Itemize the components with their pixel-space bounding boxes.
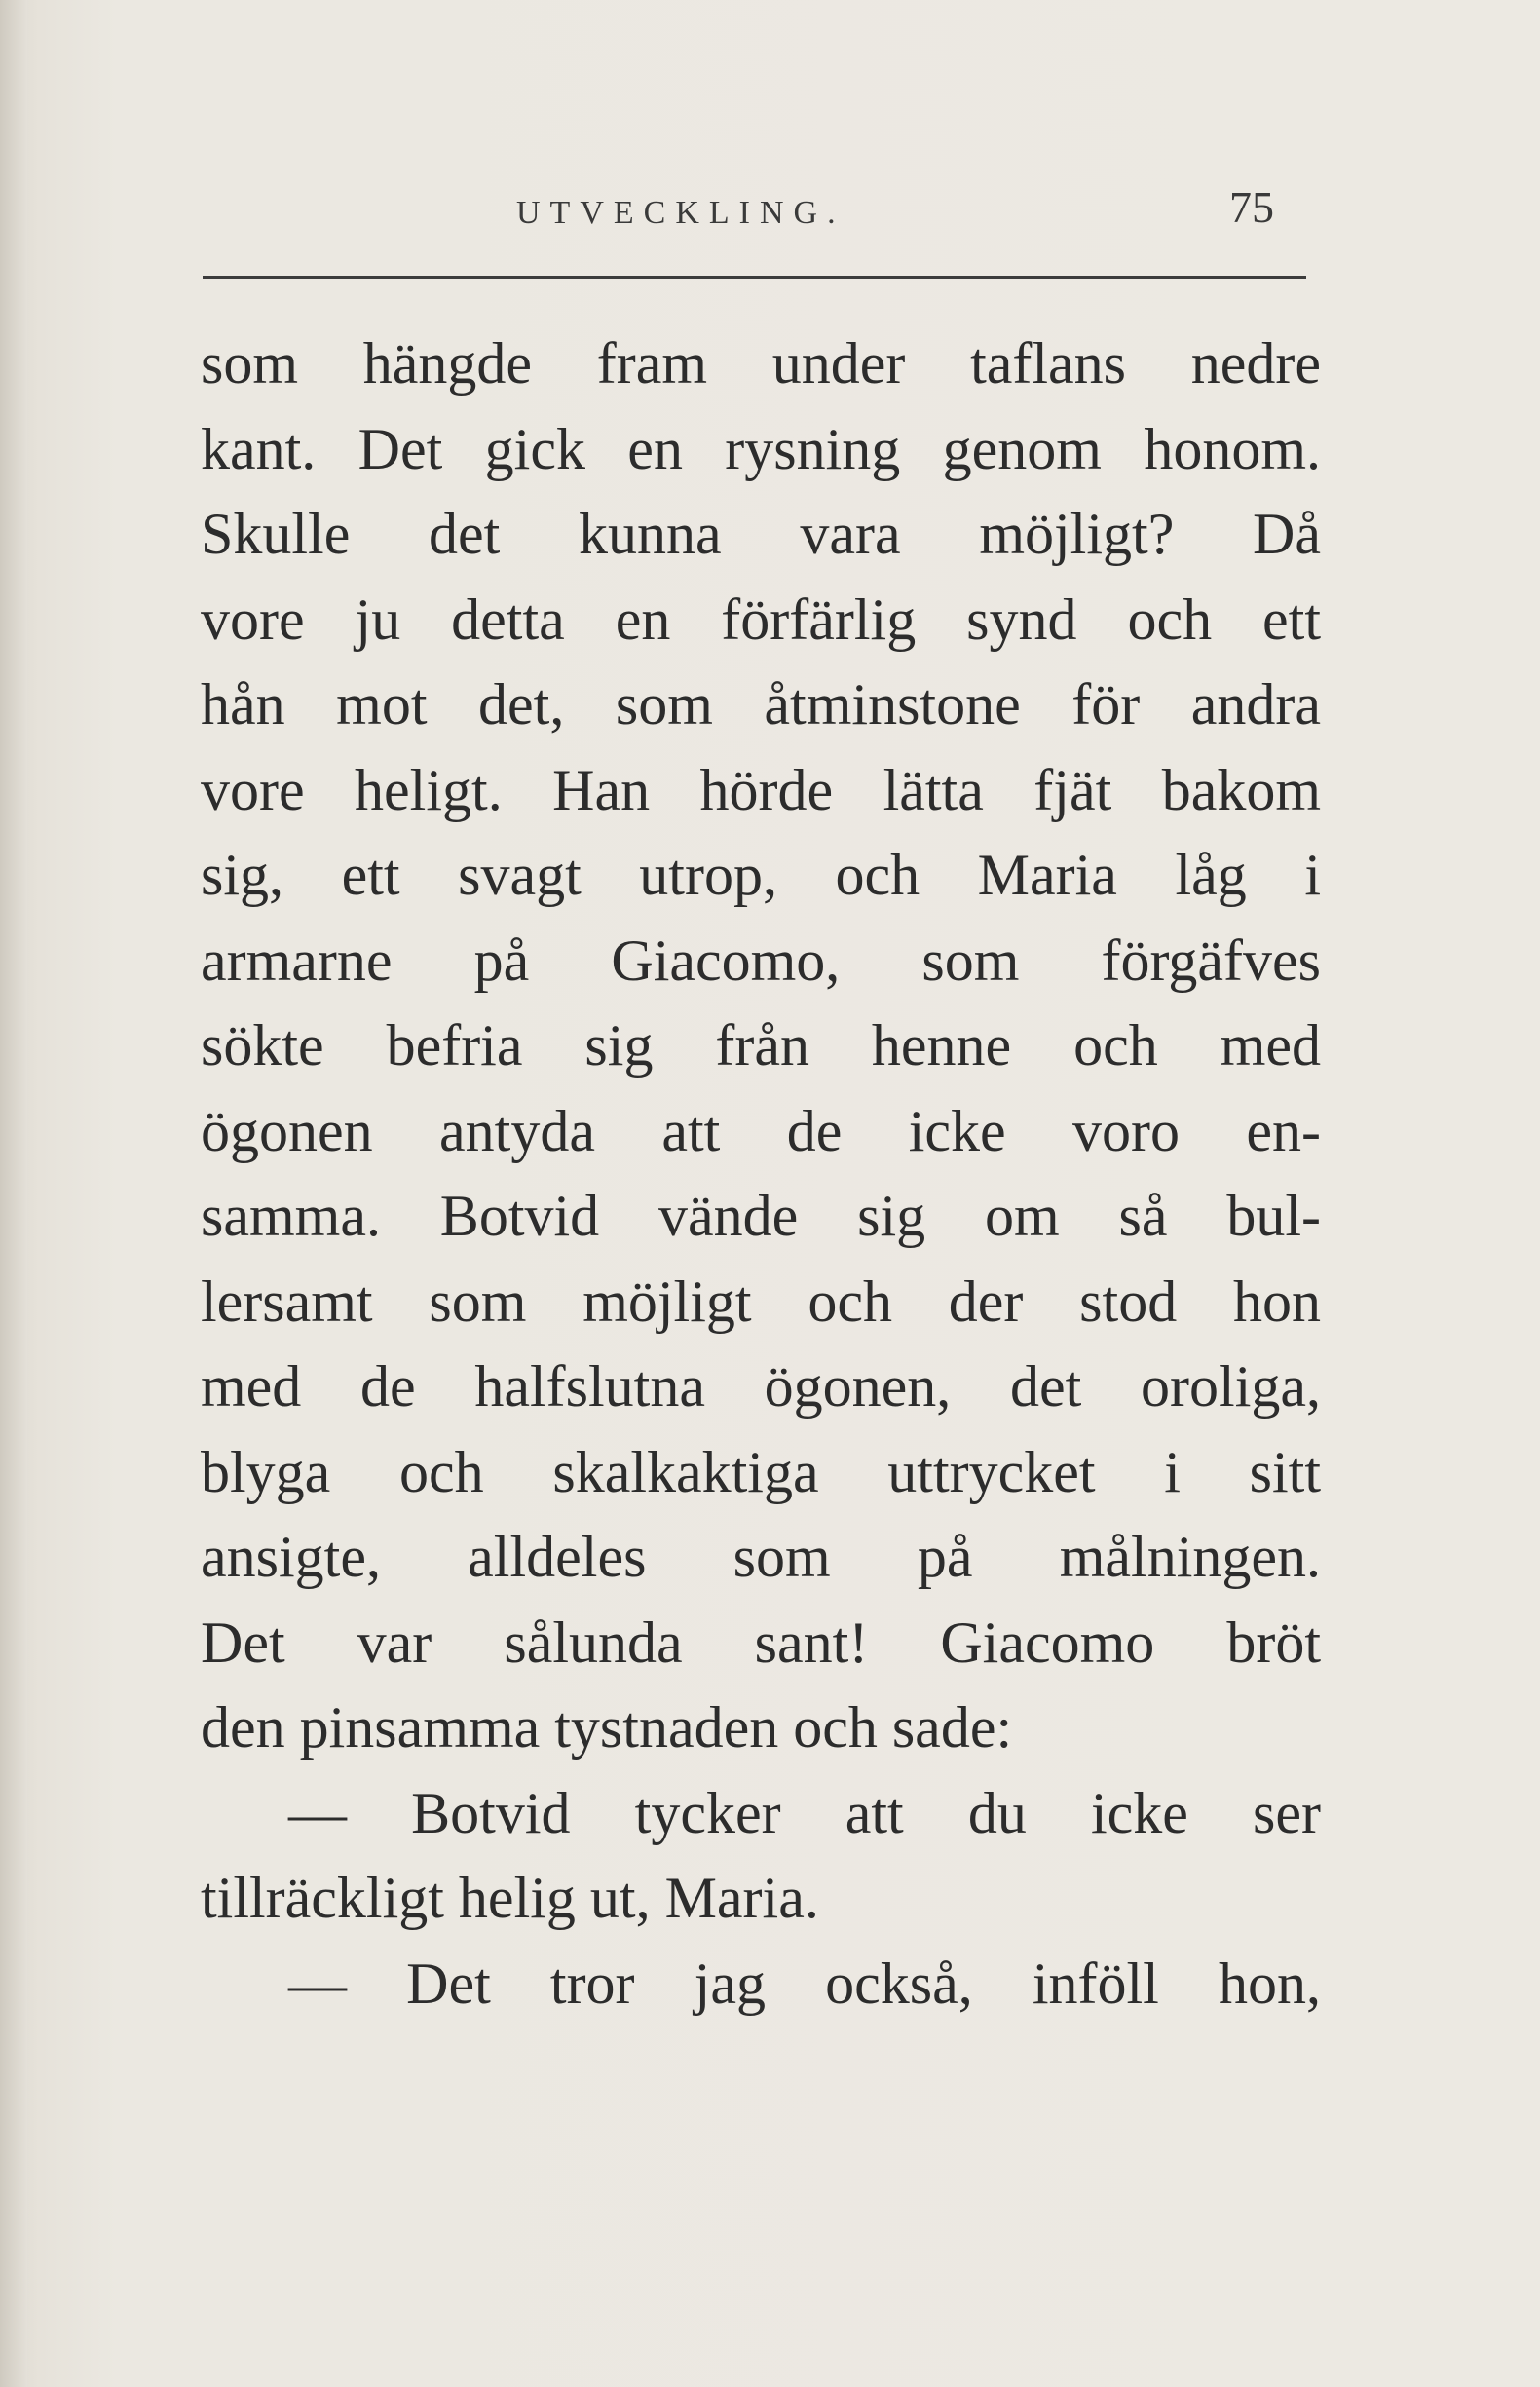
- text-line: ansigte, alldeles som på målningen.: [201, 1525, 1321, 1589]
- text-line: samma. Botvid vände sig om så bul-: [201, 1184, 1321, 1248]
- text-line: med de halfslutna ögonen, det oroliga,: [201, 1354, 1321, 1419]
- text-line: blyga och skalkaktiga uttrycket i sitt: [201, 1439, 1321, 1504]
- text-line: vore heligt. Han hörde lätta fjät bakom: [201, 757, 1321, 822]
- text-line: hån mot det, som åtminstone för andra: [201, 672, 1321, 737]
- header-rule: [203, 276, 1306, 279]
- text-line: Skulle det kunna vara möjligt? Då: [201, 502, 1321, 566]
- dialogue-line: — Det tror jag också, inföll hon,: [288, 1951, 1321, 2016]
- text-line: Det var sålunda sant! Giacomo bröt: [201, 1610, 1321, 1675]
- text-line: sig, ett svagt utrop, och Maria låg i: [201, 843, 1321, 907]
- text-line: vore ju detta en förfärlig synd och ett: [201, 587, 1321, 652]
- dialogue-line: — Botvid tycker att du icke ser: [288, 1780, 1321, 1845]
- text-line: som hängde fram under taflans nedre: [201, 331, 1321, 396]
- running-title: UTVECKLING.: [516, 195, 845, 231]
- text-line: den pinsamma tystnaden och sade:: [201, 1695, 1013, 1760]
- page-number: 75: [1229, 182, 1274, 232]
- text-line: armarne på Giacomo, som förgäfves: [201, 928, 1321, 993]
- text-line: ögonen antyda att de icke voro en-: [201, 1098, 1321, 1163]
- body-text: [201, 322, 1321, 2027]
- text-line: sökte befria sig från henne och med: [201, 1013, 1321, 1078]
- text-line: tillräckligt helig ut, Maria.: [201, 1866, 819, 1930]
- text-line: lersamt som möjligt och der stod hon: [201, 1269, 1321, 1334]
- text-line: kant. Det gick en rysning genom honom.: [201, 416, 1321, 481]
